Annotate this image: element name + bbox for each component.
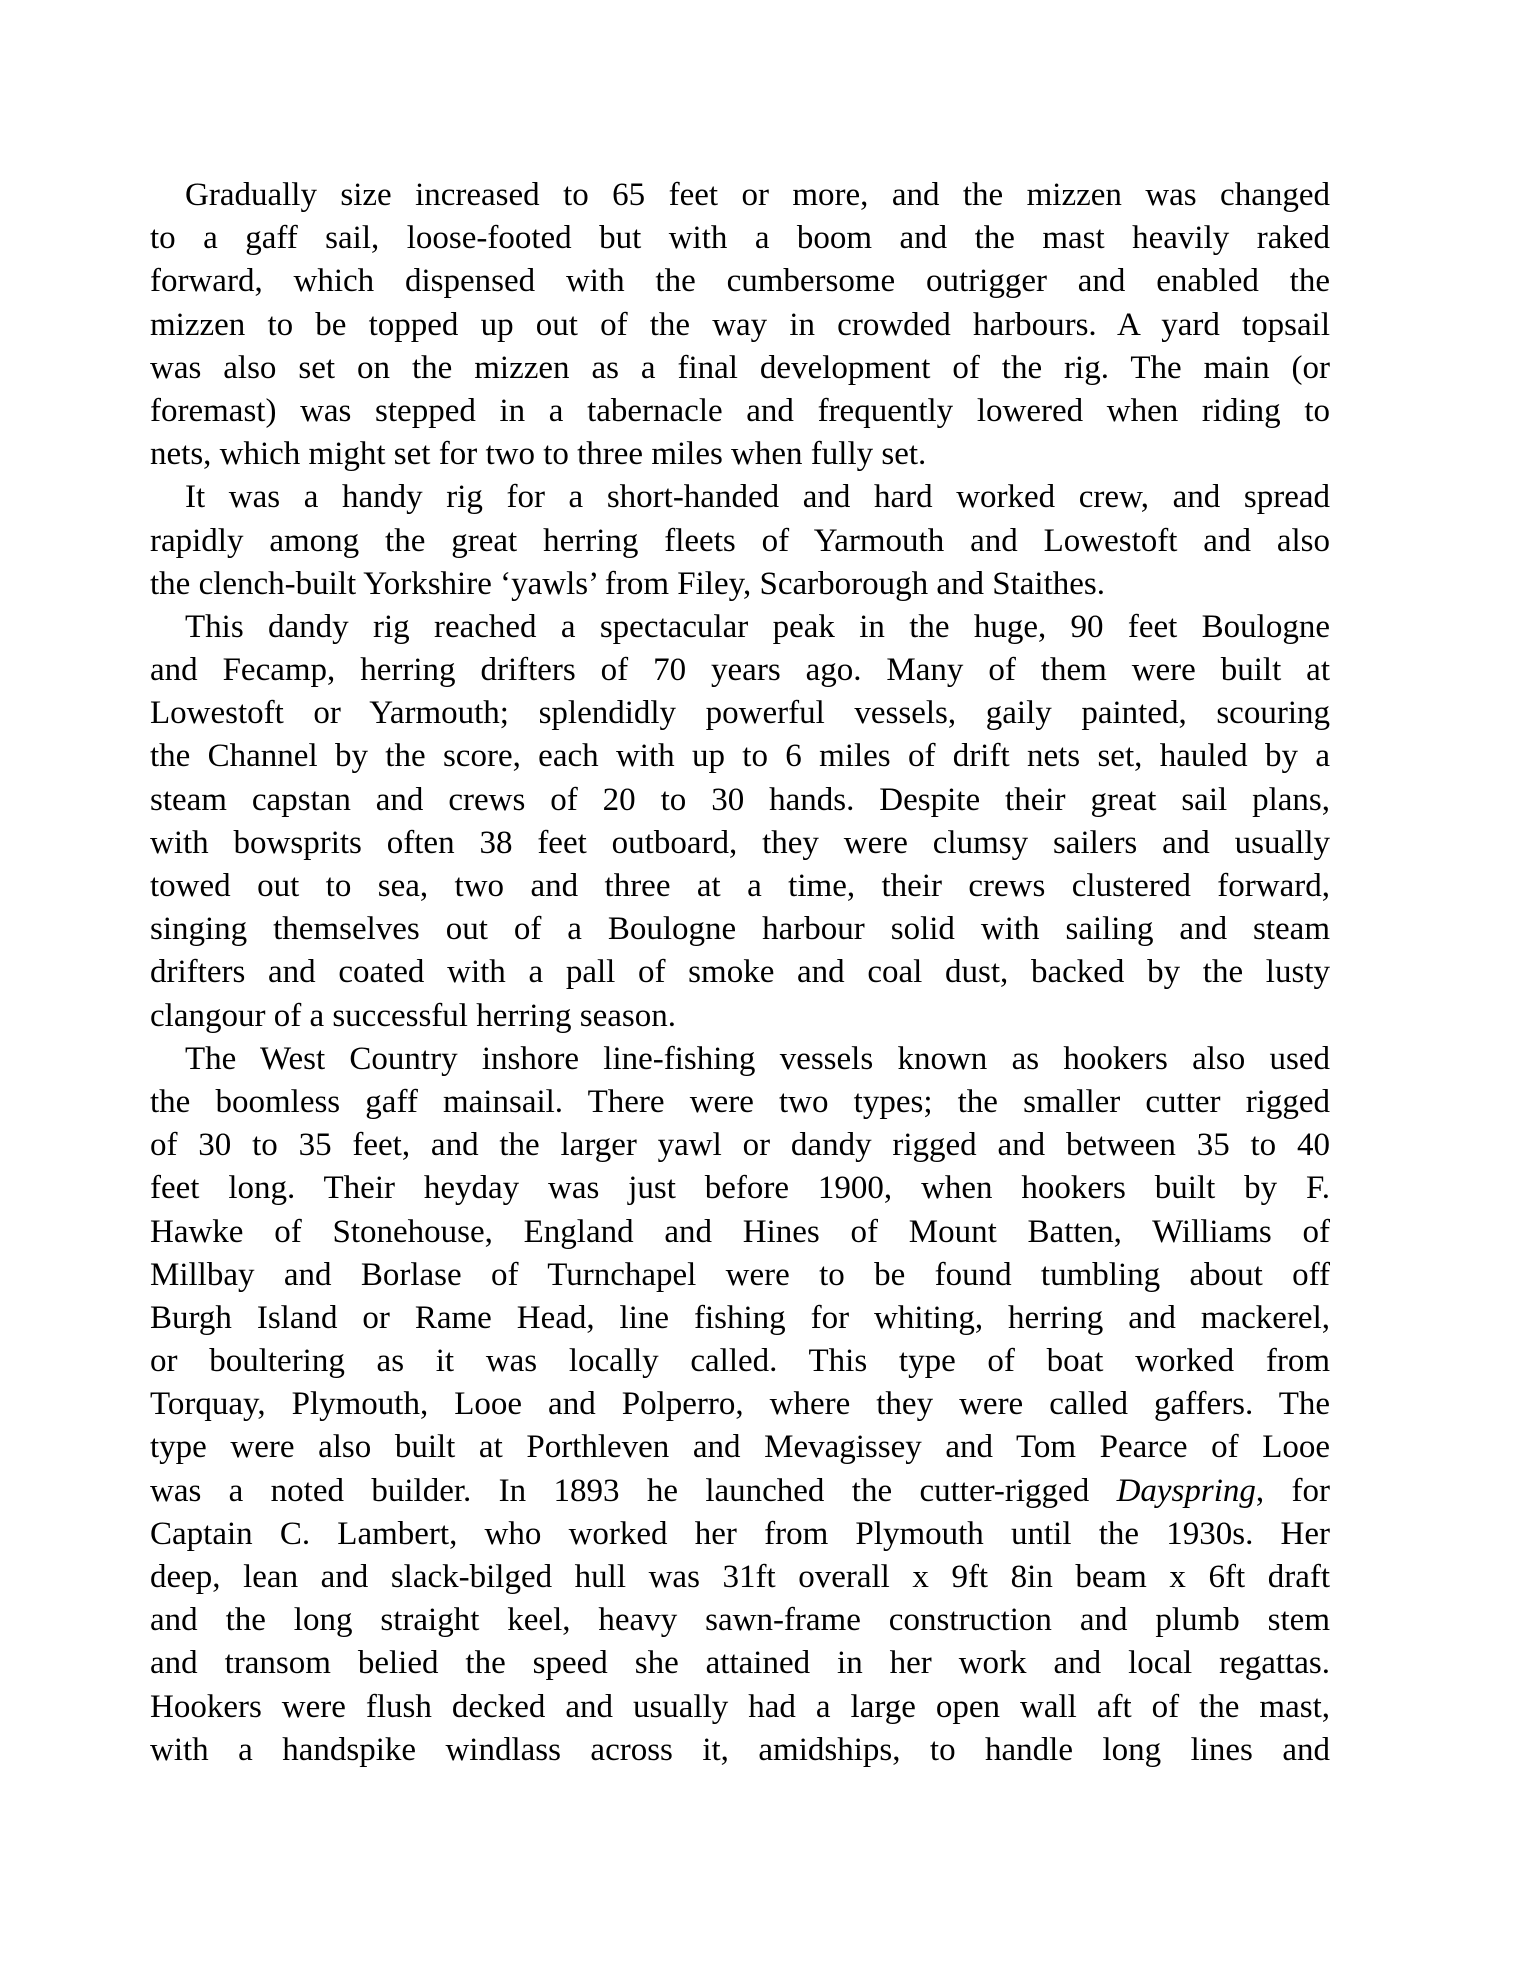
text-block <box>150 174 1330 1772</box>
text-line: The West Country inshore line-fishing vessels known as hookers also used <box>185 1040 1330 1077</box>
text-line: type were also built at Porthleven and Mevagissey and Tom Pearce of Looe <box>150 1429 1330 1466</box>
text-line: to a gaff sail, loose-footed but with a boom and the mast heavily raked <box>150 220 1330 257</box>
text-line: was also set on the mizzen as a final development of the rig. The main (or <box>150 349 1330 386</box>
text-line: of 30 to 35 feet, and the larger yawl or dandy rigged and between 35 to 40 <box>150 1127 1330 1164</box>
text-line: mizzen to be topped up out of the way in crowded harbours. A yard topsail <box>150 306 1330 343</box>
paragraph <box>150 476 1330 606</box>
text-line: singing themselves out of a Boulogne harbour solid with sailing and steam <box>150 911 1330 948</box>
text-line: Gradually size increased to 65 feet or more, and the mizzen was changed <box>185 177 1330 213</box>
text-line: rapidly among the great herring fleets of Yarmouth and Lowestoft and also <box>150 522 1330 559</box>
text-line: the boomless gaff mainsail. There were two types; the smaller cutter rigged <box>150 1083 1330 1120</box>
text-line: or boultering as it was locally called. This type of boat worked from <box>150 1343 1330 1380</box>
text-line: Hawke of Stonehouse, England and Hines of Mount Batten, Williams of <box>150 1213 1330 1250</box>
text-line: Lowestoft or Yarmouth; splendidly powerful vessels, gaily painted, scouring <box>150 695 1330 732</box>
text-line: and the long straight keel, heavy sawn-frame construction and plumb stem <box>150 1602 1330 1639</box>
text-line: was a noted builder. In 1893 he launched the cutter-rigged Dayspring, for <box>150 1472 1331 1509</box>
italic-text: Dayspring <box>1116 1472 1256 1509</box>
text-line: with bowsprits often 38 feet outboard, they were clumsy sailers and usually <box>150 824 1330 861</box>
text-line: forward, which dispensed with the cumbersome outrigger and enabled the <box>150 263 1330 300</box>
text-line: the clench-built Yorkshire ‘yawls’ from Filey, Scarborough and Staithes. <box>150 565 1105 602</box>
text-line: towed out to sea, two and three at a time, their crews clustered forward, <box>150 868 1330 904</box>
text-line: Burgh Island or Rame Head, line fishing for whiting, herring and mackerel, <box>150 1299 1330 1336</box>
paragraph <box>150 1038 1330 1772</box>
text-line: This dandy rig reached a spectacular peak in the huge, 90 feet Boulogne <box>185 608 1330 645</box>
paragraph <box>150 606 1330 1038</box>
text-line: and Fecamp, herring drifters of 70 years ago. Many of them were built at <box>150 652 1330 689</box>
text-line: Torquay, Plymouth, Looe and Polperro, where they were called gaffers. The <box>150 1386 1330 1423</box>
text-line: Millbay and Borlase of Turnchapel were to be found tumbling about off <box>150 1256 1330 1293</box>
text-line: drifters and coated with a pall of smoke and coal dust, backed by the lusty <box>150 954 1330 991</box>
text-line: and transom belied the speed she attained in her work and local regattas. <box>150 1645 1330 1682</box>
text-line: the Channel by the score, each with up to 6 miles of drift nets set, hauled by a <box>150 738 1330 775</box>
text-line: deep, lean and slack-bilged hull was 31ft overall x 9ft 8in beam x 6ft draft <box>150 1559 1330 1595</box>
text-line: feet long. Their heyday was just before 1900, when hookers built by F. <box>150 1170 1330 1207</box>
paragraph <box>150 174 1330 476</box>
text-line: clangour of a successful herring season. <box>150 997 676 1034</box>
text-line: foremast) was stepped in a tabernacle and frequently lowered when riding to <box>150 392 1330 429</box>
text-line: with a handspike windlass across it, amidships, to handle long lines and <box>150 1731 1330 1768</box>
text-line: steam capstan and crews of 20 to 30 hands. Despite their great sail plans, <box>150 781 1330 818</box>
text-line: It was a handy rig for a short-handed and hard worked crew, and spread <box>185 479 1330 516</box>
text-line: Captain C. Lambert, who worked her from Plymouth until the 1930s. Her <box>150 1515 1330 1552</box>
text-line: Hookers were flush decked and usually had a large open wall aft of the mast, <box>150 1688 1330 1725</box>
text-line: nets, which might set for two to three miles when fully set. <box>150 436 927 473</box>
